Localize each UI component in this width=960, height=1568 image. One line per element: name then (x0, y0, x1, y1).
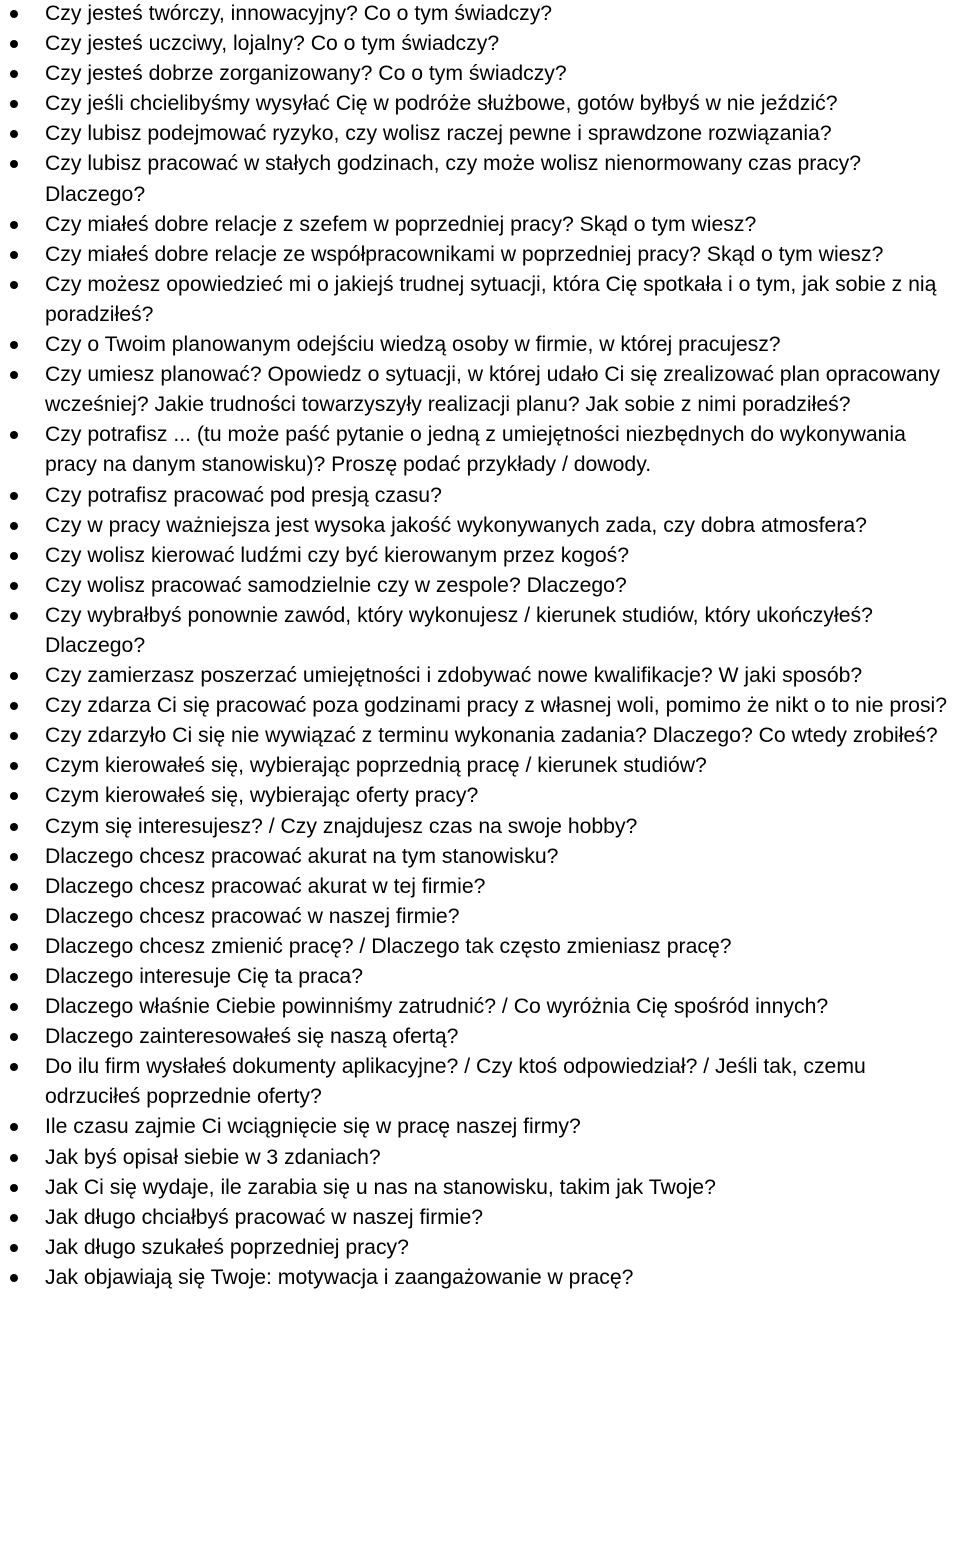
question-text: Czy wolisz pracować samodzielnie czy w zespole? Dlaczego? (45, 573, 627, 597)
list-item (0, 932, 960, 962)
list-item (0, 1173, 960, 1203)
list-item (0, 149, 960, 209)
question-text: Czy wybrałbyś ponownie zawód, który wykonujesz / kierunek studiów, który ukończyłeś? Dlaczego? (45, 603, 873, 657)
bullet-icon (10, 100, 18, 108)
question-text: Czy jesteś twórczy, innowacyjny? Co o tym świadczy? (45, 2, 553, 25)
question-text: Dlaczego chcesz zmienić pracę? / Dlaczego tak często zmieniasz pracę? (45, 934, 732, 958)
list-item (0, 1143, 960, 1173)
bullet-icon (10, 10, 18, 18)
question-text: Czy zdarzyło Ci się nie wywiązać z terminu wykonania zadania? Dlaczego? Co wtedy zrobiłeś? (45, 724, 938, 748)
bullet-icon (10, 973, 18, 981)
question-text: Czy możesz opowiedzieć mi o jakiejś trudnej sytuacji, która Cię spotkała i o tym, jak sobie z nią poradziłeś? (45, 272, 937, 326)
bullet-icon (10, 70, 18, 78)
bullet-icon (10, 823, 18, 831)
question-text: Czy lubisz podejmować ryzyko, czy wolisz raczej pewne i sprawdzone rozwiązania? (45, 122, 832, 146)
question-text: Dlaczego interesuje Cię ta praca? (45, 965, 363, 988)
bullet-icon (10, 1274, 18, 1282)
bullet-icon (10, 281, 18, 289)
question-text: Czy lubisz pracować w stałych godzinach, czy może wolisz nienormowany czas pracy? Dlaczego? (45, 152, 862, 206)
list-item (0, 360, 960, 420)
question-text: Jak długo chciałbyś pracować w naszej firmie? (45, 1205, 484, 1229)
list-item (0, 571, 960, 601)
bullet-icon (10, 612, 18, 620)
list-item (0, 812, 960, 842)
bullet-icon (10, 883, 18, 891)
list-item (0, 1263, 960, 1293)
bullet-icon (10, 341, 18, 349)
question-text: Czy w pracy ważniejsza jest wysoka jakość wykonywanych zada, czy dobra atmosfera? (45, 513, 867, 537)
question-text: Ile czasu zajmie Ci wciągnięcie się w pracę naszej firmy? (45, 1115, 581, 1139)
bullet-icon (10, 1003, 18, 1011)
bullet-icon (10, 762, 18, 770)
question-text: Czy jesteś dobrze zorganizowany? Co o tym świadczy? (45, 62, 567, 86)
question-text: Dlaczego chcesz pracować w naszej firmie? (45, 904, 460, 928)
question-text: Jak objawiają się Twoje: motywacja i zaangażowanie w pracę? (45, 1265, 634, 1289)
list-item (0, 1112, 960, 1142)
bullet-icon (10, 913, 18, 921)
list-item (0, 29, 960, 59)
bullet-icon (10, 431, 18, 439)
question-text: Czym się interesujesz? / Czy znajdujesz czas na swoje hobby? (45, 814, 638, 838)
bullet-icon (10, 1063, 18, 1071)
list-item (0, 89, 960, 119)
list-item (0, 1233, 960, 1263)
list-item (0, 1052, 960, 1112)
list-item (0, 240, 960, 270)
list-item (0, 721, 960, 751)
bullet-icon (10, 702, 18, 710)
bullet-icon (10, 732, 18, 740)
question-text: Czy zdarza Ci się pracować poza godzinami pracy z własnej woli, pomimo że nikt o to nie prosi? (45, 694, 948, 718)
bullet-icon (10, 1244, 18, 1252)
list-item (0, 691, 960, 721)
list-item (0, 0, 960, 29)
bullet-icon (10, 130, 18, 138)
question-text: Jak Ci się wydaje, ile zarabia się u nas na stanowisku, takim jak Twoje? (45, 1175, 716, 1199)
bullet-icon (10, 943, 18, 951)
list-item (0, 1203, 960, 1233)
bullet-icon (10, 492, 18, 500)
question-text: Czy jeśli chcielibyśmy wysyłać Cię w podróże służbowe, gotów byłbyś w nie jeździć? (45, 92, 838, 116)
question-text: Czym kierowałeś się, wybierając oferty pracy? (45, 784, 479, 808)
list-item (0, 781, 960, 811)
bullet-icon (10, 582, 18, 590)
bullet-icon (10, 672, 18, 680)
question-text: Czy wolisz kierować ludźmi czy być kierowanym przez kogoś? (45, 543, 630, 567)
bullet-icon (10, 221, 18, 229)
question-text: Dlaczego chcesz pracować akurat w tej firmie? (45, 874, 486, 898)
bullet-icon (10, 40, 18, 48)
bullet-icon (10, 1214, 18, 1222)
list-item (0, 330, 960, 360)
list-item (0, 992, 960, 1022)
question-text: Czy zamierzasz poszerzać umiejętności i zdobywać nowe kwalifikacje? W jaki sposób? (45, 664, 863, 688)
list-item (0, 420, 960, 480)
question-text: Czy o Twoim planowanym odejściu wiedzą osoby w firmie, w której pracujesz? (45, 333, 781, 357)
list-item (0, 601, 960, 661)
list-item (0, 1022, 960, 1052)
list-item (0, 962, 960, 992)
list-item (0, 119, 960, 149)
list-item (0, 541, 960, 571)
question-text: Czy potrafisz ... (tu może paść pytanie o jedną z umiejętności niezbędnych do wykonywania pracy na danym stanowisku)? Proszę podać przykłady / dowody. (45, 423, 906, 477)
list-item (0, 872, 960, 902)
bullet-icon (10, 1123, 18, 1131)
bullet-icon (10, 1184, 18, 1192)
question-text: Czy potrafisz pracować pod presją czasu? (45, 483, 442, 507)
list-item (0, 902, 960, 932)
bullet-icon (10, 1154, 18, 1162)
bullet-icon (10, 552, 18, 560)
bullet-icon (10, 853, 18, 861)
question-text: Dlaczego zainteresowałeś się naszą ofertą? (45, 1025, 459, 1049)
question-text: Dlaczego chcesz pracować akurat na tym stanowisku? (45, 844, 559, 868)
question-text: Czym kierowałeś się, wybierając poprzednią pracę / kierunek studiów? (45, 754, 707, 778)
bullet-icon (10, 160, 18, 168)
question-text: Jak długo szukałeś poprzedniej pracy? (45, 1235, 409, 1259)
question-text: Jak byś opisał siebie w 3 zdaniach? (45, 1145, 381, 1169)
question-text: Czy miałeś dobre relacje ze współpracownikami w poprzedniej pracy? Skąd o tym wiesz? (45, 242, 884, 266)
list-item (0, 59, 960, 89)
question-text: Do ilu firm wysłałeś dokumenty aplikacyjne? / Czy ktoś odpowiedział? / Jeśli tak, czemu odrzuciłeś poprzednie oferty? (45, 1055, 866, 1109)
list-item (0, 751, 960, 781)
question-text: Czy miałeś dobre relacje z szefem w poprzedniej pracy? Skąd o tym wiesz? (45, 212, 757, 236)
list-item (0, 270, 960, 330)
bullet-icon (10, 1033, 18, 1041)
list-item (0, 661, 960, 691)
bullet-icon (10, 522, 18, 530)
list-item (0, 210, 960, 240)
bullet-icon (10, 251, 18, 259)
bullet-icon (10, 792, 18, 800)
list-item (0, 481, 960, 511)
question-text: Czy jesteś uczciwy, lojalny? Co o tym świadczy? (45, 32, 500, 56)
question-text: Dlaczego właśnie Ciebie powinniśmy zatrudnić? / Co wyróżnia Cię spośród innych? (45, 995, 829, 1019)
list-item (0, 842, 960, 872)
question-text: Czy umiesz planować? Opowiedz o sytuacji, w której udało Ci się zrealizować plan opracowany wcześniej? Jakie trudności towarzyszyły realizacji planu? Jak sobie z nimi poradziłeś? (45, 363, 940, 417)
bullet-icon (10, 371, 18, 379)
list-item (0, 511, 960, 541)
